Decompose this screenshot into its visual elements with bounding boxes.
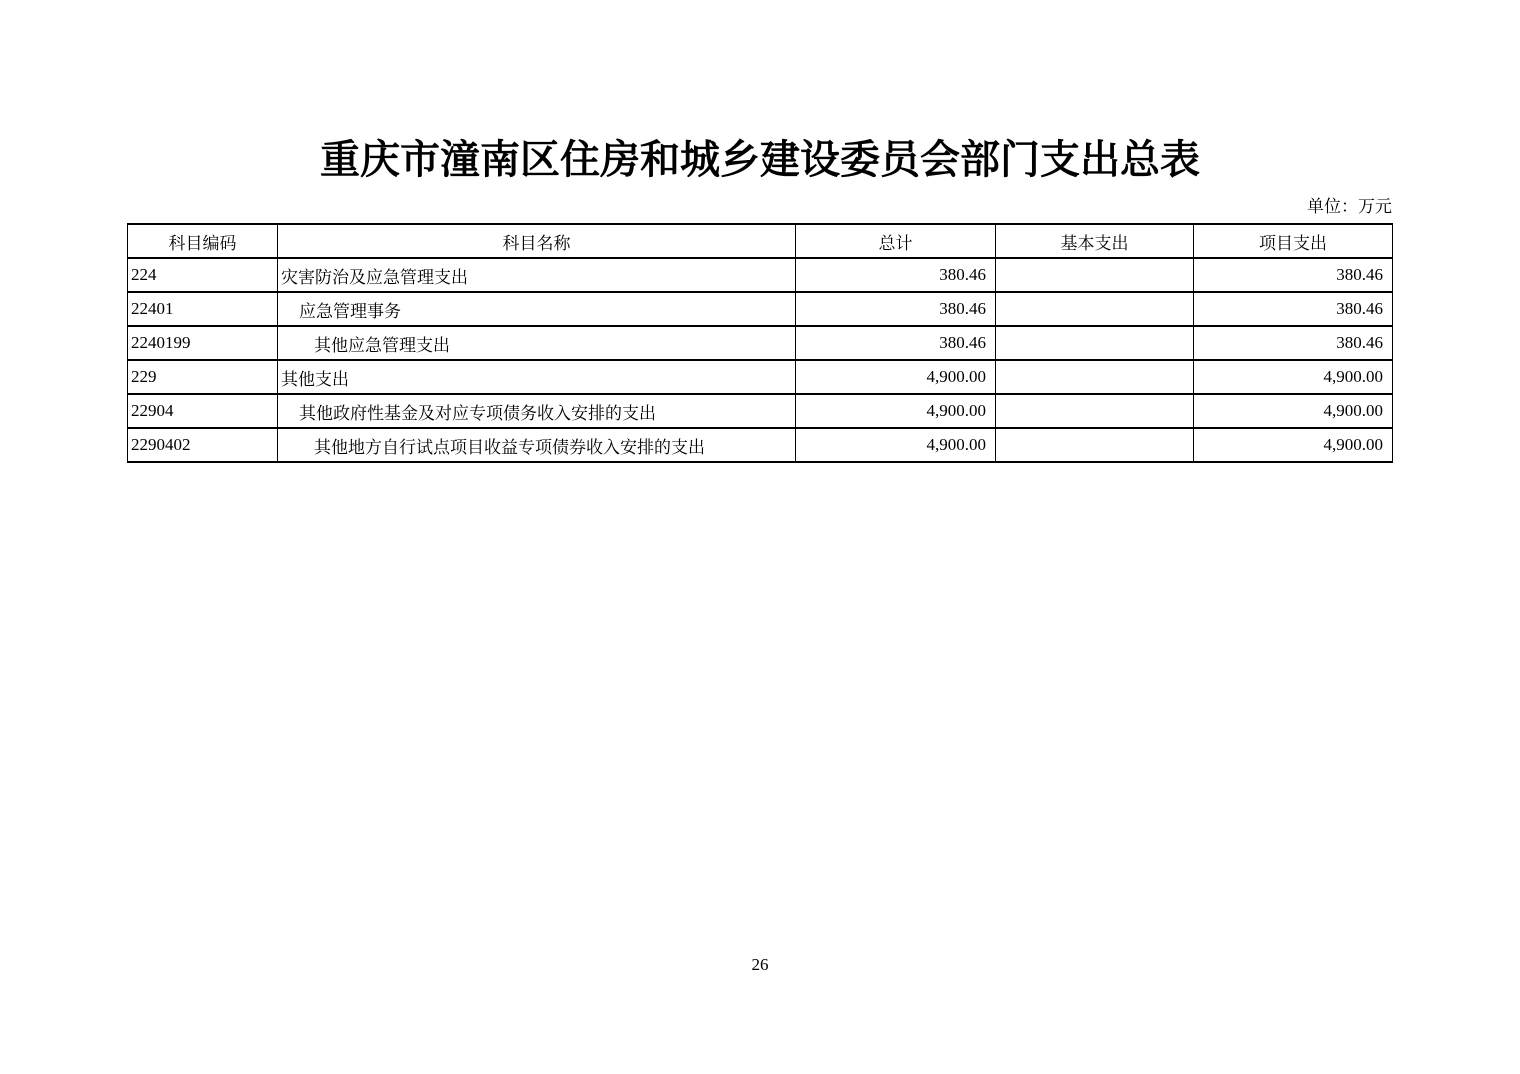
subject-code-cell: 2290402 [128, 428, 278, 462]
basic-expense-cell [996, 394, 1194, 428]
subject-code-cell: 224 [128, 258, 278, 292]
total-cell: 4,900.00 [796, 360, 996, 394]
header-subject-code: 科目编码 [128, 224, 278, 258]
table-row [128, 258, 1393, 292]
table-header-row [128, 224, 1393, 258]
project-expense-cell: 380.46 [1194, 292, 1393, 326]
header-basic-expense: 基本支出 [996, 224, 1194, 258]
total-cell: 380.46 [796, 326, 996, 360]
header-total: 总计 [796, 224, 996, 258]
expenditure-summary-table [127, 223, 1393, 463]
table-row [128, 394, 1393, 428]
subject-name-cell: 灾害防治及应急管理支出 [278, 258, 796, 292]
basic-expense-cell [996, 428, 1194, 462]
project-expense-cell: 380.46 [1194, 326, 1393, 360]
unit-label: 单位：万元 [1307, 197, 1392, 216]
total-cell: 380.46 [796, 292, 996, 326]
project-expense-cell: 4,900.00 [1194, 428, 1393, 462]
table-row [128, 292, 1393, 326]
subject-name-cell: 应急管理事务 [278, 292, 796, 326]
total-cell: 4,900.00 [796, 394, 996, 428]
basic-expense-cell [996, 326, 1194, 360]
subject-name-cell: 其他应急管理支出 [278, 326, 796, 360]
page-title: 重庆市潼南区住房和城乡建设委员会部门支出总表 [320, 138, 1200, 182]
subject-code-cell: 22904 [128, 394, 278, 428]
table-row [128, 360, 1393, 394]
basic-expense-cell [996, 292, 1194, 326]
basic-expense-cell [996, 360, 1194, 394]
table-row [128, 428, 1393, 462]
subject-name-cell: 其他政府性基金及对应专项债务收入安排的支出 [278, 394, 796, 428]
project-expense-cell: 380.46 [1194, 258, 1393, 292]
project-expense-cell: 4,900.00 [1194, 394, 1393, 428]
table-row [128, 326, 1393, 360]
subject-name-cell: 其他地方自行试点项目收益专项债券收入安排的支出 [278, 428, 796, 462]
subject-code-cell: 22401 [128, 292, 278, 326]
total-cell: 380.46 [796, 258, 996, 292]
header-project-expense: 项目支出 [1194, 224, 1393, 258]
total-cell: 4,900.00 [796, 428, 996, 462]
subject-code-cell: 2240199 [128, 326, 278, 360]
subject-code-cell: 229 [128, 360, 278, 394]
subject-name-cell: 其他支出 [278, 360, 796, 394]
page-number: 26 [751, 955, 769, 974]
project-expense-cell: 4,900.00 [1194, 360, 1393, 394]
basic-expense-cell [996, 258, 1194, 292]
header-subject-name: 科目名称 [278, 224, 796, 258]
